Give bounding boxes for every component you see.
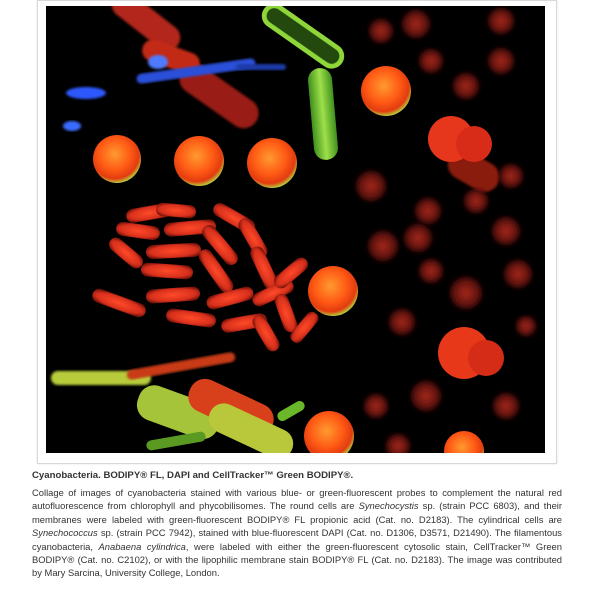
caption-text-part: Collage of images of cyanobacteria stained with various blue- or green-fluorescent probes to complement the natural red autofluorescence from chlorophyll and phycobilisomes. The round cells are (32, 487, 562, 512)
caption-text-part: sp. (strain PCC 7942), stained with blue-fluorescent DAPI (Cat. no. D1306, D3571, D21490). The filamentous cyanobacteria, (32, 527, 562, 552)
micrograph-image (46, 6, 545, 453)
caption-italic-species: Anabaena cylindrica (98, 540, 186, 552)
micrograph-illustration (46, 6, 545, 453)
caption-italic-species: Synechococcus (32, 527, 98, 539)
caption-body (32, 486, 562, 580)
caption-text-part: sp. (strain PCC 6803), and their membranes were labeled with green-fluorescent BODIPY® FL propionic acid (Cat. no. D2183). The cylindrical cells are (32, 500, 563, 525)
figure-caption (32, 470, 562, 580)
red-cylindrical-cell-cluster (90, 200, 321, 353)
caption-italic-species: Synechocystis (358, 500, 419, 512)
caption-title: Cyanobacteria. BODIPY® FL, DAPI and CellTracker™ Green BODIPY®. (32, 470, 354, 481)
anabaena-filaments (51, 352, 306, 453)
caption-text-part: , were labeled with either the green-fluorescent cytosolic stain, CellTracker™ Green BODIPY® (Cat. no. C2102), or with the lipophilic membrane stain BODIPY® FL (Cat. no. D2183). The image was contributed by Mary Sarcina, University College, London. (32, 540, 562, 579)
green-rods-top (260, 6, 345, 161)
